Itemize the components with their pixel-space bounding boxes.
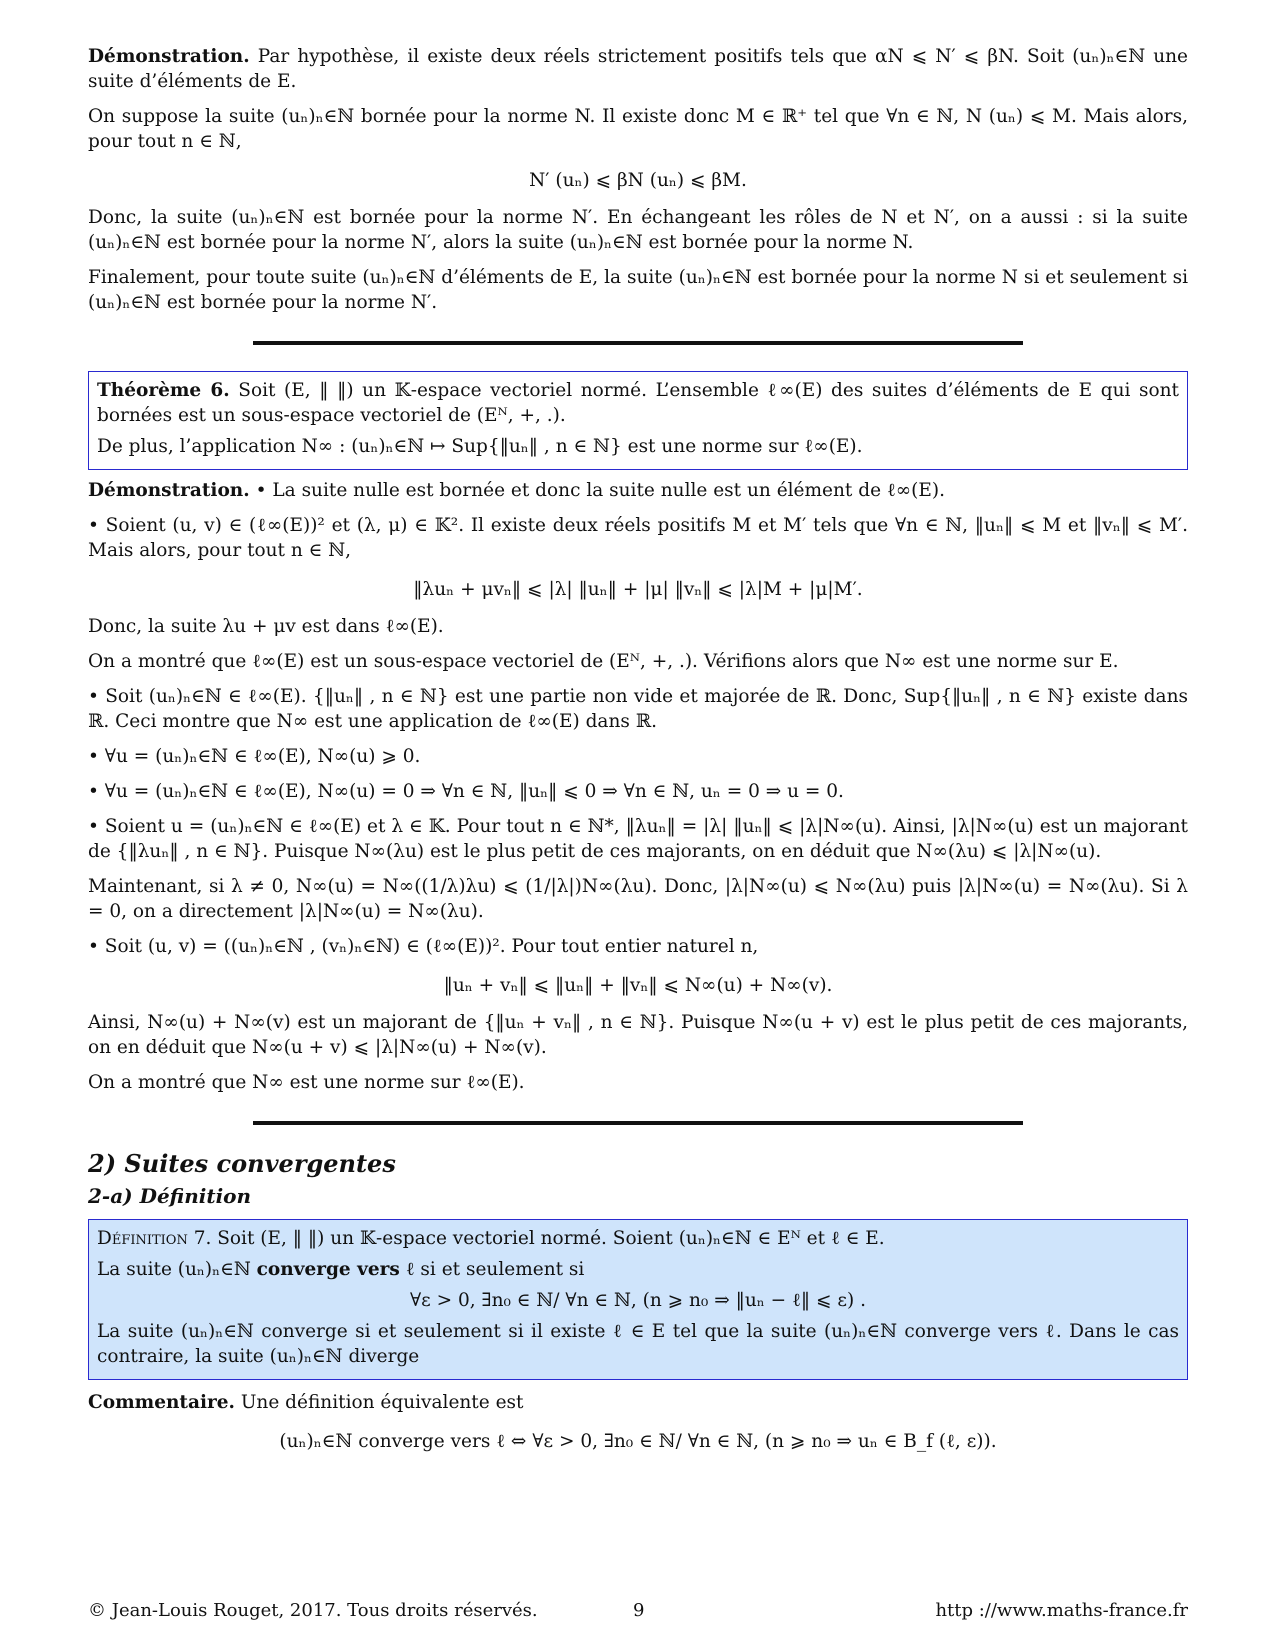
section-divider <box>253 341 1023 345</box>
demo2-p6: • ∀u = (uₙ)ₙ∈ℕ ∈ ℓ∞(E), N∞(u) ⩾ 0. <box>88 746 421 767</box>
footer-copyright: © Jean-Louis Rouget, 2017. Tous droits réservés. <box>88 1600 538 1621</box>
demo1-p3: Donc, la suite (uₙ)ₙ∈ℕ est bornée pour la norme N′. En échangeant les rôles de N et N′, on a aussi : si la suite (uₙ)ₙ∈ℕ est bornée pour la norme N′, alors la suite (uₙ)ₙ∈ℕ est bornée pour la norme N. <box>88 207 1188 253</box>
demo1-equation: N′ (uₙ) ⩽ βN (uₙ) ⩽ βM. <box>529 170 747 191</box>
theorem-p1-text: Soit (E, ‖ ‖) un 𝕂-espace vectoriel normé. L’ensemble ℓ∞(E) des suites d’éléments de E qui sont bornées est un sous-espace vectoriel de (Eᴺ, +, .). <box>97 380 1179 426</box>
definition-equation: ∀ε > 0, ∃n₀ ∈ ℕ/ ∀n ∈ ℕ, (n ⩾ n₀ ⇒ ‖uₙ − ℓ‖ ⩽ ε) . <box>410 1290 866 1311</box>
demo2-p11: Ainsi, N∞(u) + N∞(v) est un majorant de {‖uₙ + vₙ‖ , n ∈ ℕ}. Puisque N∞(u + v) est le plus petit de ces majorants, on en déduit que N∞(u + v) ⩽ |λ|N∞(u) + N∞(v). <box>88 1012 1188 1058</box>
definition-p1 <box>97 1226 1179 1251</box>
theorem-label: Théorème 6. <box>97 380 230 401</box>
demo2-p5: • Soit (uₙ)ₙ∈ℕ ∈ ℓ∞(E). {‖uₙ‖ , n ∈ ℕ} est une partie non vide et majorée de ℝ. Donc, Sup{‖uₙ‖ , n ∈ ℕ} existe dans ℝ. Ceci montre que N∞ est une application de ℓ∞(E) dans ℝ. <box>88 686 1188 732</box>
theorem-box <box>88 371 1188 470</box>
comment-equation: (uₙ)ₙ∈ℕ converge vers ℓ ⇔ ∀ε > 0, ∃n₀ ∈ ℕ/ ∀n ∈ ℕ, (n ⩾ n₀ ⇒ uₙ ∈ B_f (ℓ, ε)). <box>279 1431 997 1452</box>
demo1-label: Démonstration. <box>88 46 250 67</box>
definition-box <box>88 1219 1188 1380</box>
theorem-p1 <box>97 378 1179 428</box>
definition-term: converge vers <box>256 1259 400 1280</box>
demo1-p1-text: Par hypothèse, il existe deux réels strictement positifs tels que αN ⩽ N′ ⩽ βN. Soit (uₙ)ₙ∈ℕ une suite d’éléments de E. <box>88 46 1188 92</box>
section-divider <box>253 1121 1023 1125</box>
footer-page-number: 9 <box>633 1600 645 1621</box>
demo1-p4: Finalement, pour toute suite (uₙ)ₙ∈ℕ d’éléments de E, la suite (uₙ)ₙ∈ℕ est bornée pour la norme N si et seulement si (uₙ)ₙ∈ℕ est bornée pour la norme N′. <box>88 267 1188 313</box>
comment-p <box>88 1390 1188 1415</box>
demo2-p3: Donc, la suite λu + μv est dans ℓ∞(E). <box>88 616 444 637</box>
demo2-p7: • ∀u = (uₙ)ₙ∈ℕ ∈ ℓ∞(E), N∞(u) = 0 ⇒ ∀n ∈ ℕ, ‖uₙ‖ ⩽ 0 ⇒ ∀n ∈ ℕ, uₙ = 0 ⇒ u = 0. <box>88 781 844 802</box>
demo2-p1 <box>88 478 1188 503</box>
definition-label: Définition 7. <box>97 1228 212 1249</box>
demo2-equation-1: ‖λuₙ + μvₙ‖ ⩽ |λ| ‖uₙ‖ + |μ| ‖vₙ‖ ⩽ |λ|M + |μ|M′. <box>413 579 863 600</box>
demo2-p12: On a montré que N∞ est une norme sur ℓ∞(E). <box>88 1072 525 1093</box>
demo1-p2: On suppose la suite (uₙ)ₙ∈ℕ bornée pour la norme N. Il existe donc M ∈ ℝ⁺ tel que ∀n ∈ ℕ, N (uₙ) ⩽ M. Mais alors, pour tout n ∈ ℕ, <box>88 106 1188 152</box>
definition-p2-end: ℓ si et seulement si <box>405 1259 585 1280</box>
definition-p3: La suite (uₙ)ₙ∈ℕ converge si et seulement si il existe ℓ ∈ E tel que la suite (uₙ)ₙ∈ℕ converge vers ℓ. Dans le cas contraire, la suite (uₙ)ₙ∈ℕ diverge <box>97 1321 1179 1367</box>
demo2-p8: • Soient u = (uₙ)ₙ∈ℕ ∈ ℓ∞(E) et λ ∈ 𝕂. Pour tout n ∈ ℕ*, ‖λuₙ‖ = |λ| ‖uₙ‖ ⩽ |λ|N∞(u). Ainsi, |λ|N∞(u) est un majorant de {‖λuₙ‖ , n ∈ ℕ}. Puisque N∞(λu) est le plus petit de ces majorants, on en déduit que N∞(λu) ⩽ |λ|N∞(u). <box>88 816 1188 862</box>
comment-label: Commentaire. <box>88 1392 235 1413</box>
comment-text: Une définition équivalente est <box>240 1392 524 1413</box>
footer-url[interactable]: http ://www.maths-france.fr <box>935 1600 1188 1621</box>
subsection-title: 2-a) Définition <box>88 1184 252 1208</box>
demo2-equation-2: ‖uₙ + vₙ‖ ⩽ ‖uₙ‖ + ‖vₙ‖ ⩽ N∞(u) + N∞(v). <box>443 975 833 996</box>
demo2-p9: Maintenant, si λ ≠ 0, N∞(u) = N∞((1/λ)λu) ⩽ (1/|λ|)N∞(λu). Donc, |λ|N∞(u) ⩽ N∞(λu) puis |λ|N∞(u) = N∞(λu). Si λ = 0, on a directement |λ|N∞(u) = N∞(λu). <box>88 876 1188 922</box>
theorem-p2: De plus, l’application N∞ : (uₙ)ₙ∈ℕ ↦ Sup{‖uₙ‖ , n ∈ ℕ} est une norme sur ℓ∞(E). <box>97 436 863 457</box>
demo2-p4: On a montré que ℓ∞(E) est un sous-espace vectoriel de (Eᴺ, +, .). Vérifions alors que N∞ est une norme sur E. <box>88 651 1119 672</box>
demo2-p1-text: • La suite nulle est bornée et donc la suite nulle est un élément de ℓ∞(E). <box>255 480 945 501</box>
definition-p1-text: Soit (E, ‖ ‖) un 𝕂-espace vectoriel normé. Soient (uₙ)ₙ∈ℕ ∈ Eᴺ et ℓ ∈ E. <box>217 1228 885 1249</box>
demo1-p1 <box>88 44 1188 94</box>
page-content <box>88 44 1188 1466</box>
demo2-p10: • Soit (u, v) = ((uₙ)ₙ∈ℕ , (vₙ)ₙ∈ℕ) ∈ (ℓ∞(E))². Pour tout entier naturel n, <box>88 936 759 957</box>
demo2-label: Démonstration. <box>88 480 250 501</box>
section-title: 2) Suites convergentes <box>88 1149 396 1178</box>
definition-p2 <box>97 1257 1179 1282</box>
definition-p2-start: La suite (uₙ)ₙ∈ℕ <box>97 1259 251 1280</box>
demo2-p2: • Soient (u, v) ∈ (ℓ∞(E))² et (λ, μ) ∈ 𝕂². Il existe deux réels positifs M et M′ tels que ∀n ∈ ℕ, ‖uₙ‖ ⩽ M et ‖vₙ‖ ⩽ M′. Mais alors, pour tout n ∈ ℕ, <box>88 515 1188 561</box>
